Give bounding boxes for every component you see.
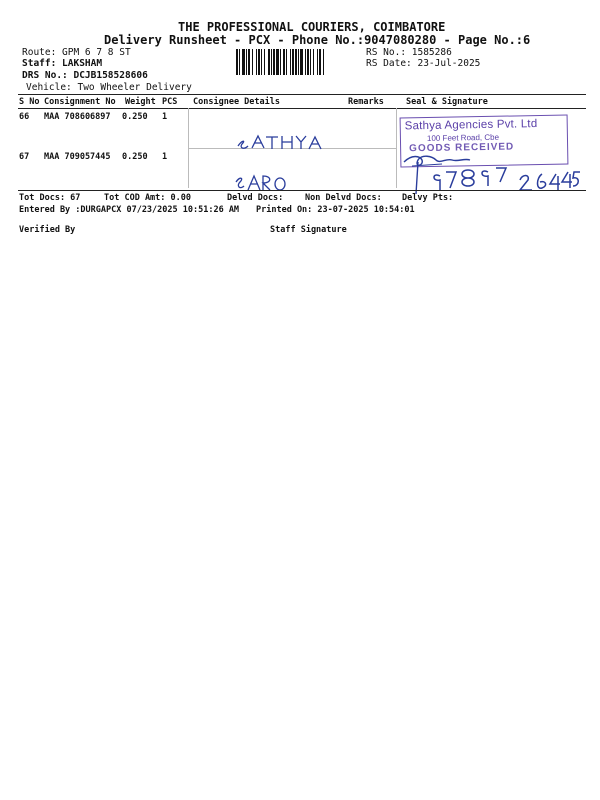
entered-by: Entered By :DURGAPCX 07/23/2025 10:51:26 AM <box>19 205 240 215</box>
printed-on: Printed On: 23-07-2025 10:54:01 <box>256 205 415 215</box>
verified-by: Verified By <box>19 225 76 235</box>
runsheet-subtitle: Delivery Runsheet - PCX - Phone No.:9047080280 - Page No.:6 <box>104 33 531 47</box>
delivery-points: Delvy Pts: <box>402 193 454 203</box>
col-seal-signature: Seal & Signature <box>406 97 488 107</box>
table-header-rule <box>18 108 586 109</box>
row67-consignment: MAA 709057445 <box>44 152 111 162</box>
row66-consignment: MAA 708606897 <box>44 112 111 122</box>
row66-weight: 0.250 <box>122 112 148 122</box>
company-title: THE PROFESSIONAL COURIERS, COIMBATORE <box>178 20 446 34</box>
barcode <box>236 49 354 75</box>
col-consignee: Consignee Details <box>193 97 280 107</box>
stamp-goods-received: GOODS RECEIVED <box>409 141 515 155</box>
delivered-docs: Delvd Docs: <box>227 193 284 203</box>
row66-pcs: 1 <box>162 112 168 122</box>
table-bottom-rule <box>18 190 586 191</box>
rs-date: RS Date: 23-Jul-2025 <box>366 58 481 69</box>
row67-pcs: 1 <box>162 152 168 162</box>
non-delivered-docs: Non Delvd Docs: <box>305 193 382 203</box>
row67-weight: 0.250 <box>122 152 148 162</box>
col-remarks: Remarks <box>348 97 384 107</box>
col-consignment: Consignment No <box>44 97 116 107</box>
vehicle-label: Vehicle: Two Wheeler Delivery <box>26 82 192 93</box>
stamp-company-name: Sathya Agencies Pvt. Ltd <box>404 118 538 133</box>
table-top-rule <box>18 94 586 95</box>
total-docs: Tot Docs: 67 <box>19 193 81 203</box>
rs-number: RS No.: 1585286 <box>366 47 452 58</box>
route-label: Route: GPM 6 7 8 ST <box>22 47 131 58</box>
col-pcs: PCS <box>162 97 178 107</box>
staff-label: Staff: LAKSHAM <box>22 58 103 69</box>
drs-number: DRS No.: DCJB158528606 <box>22 70 148 81</box>
col-weight: Weight <box>125 97 156 107</box>
stamp-address: 100 Feet Road, Cbe <box>426 132 500 143</box>
row67-sno: 67 <box>19 152 30 162</box>
col-sno: S No <box>19 97 40 107</box>
handwritten-name-sathya <box>236 130 326 154</box>
row66-sno: 66 <box>19 112 30 122</box>
staff-signature: Staff Signature <box>270 225 347 235</box>
total-cod-amount: Tot COD Amt: 0.00 <box>104 193 191 203</box>
col-divider-seal <box>396 108 397 188</box>
